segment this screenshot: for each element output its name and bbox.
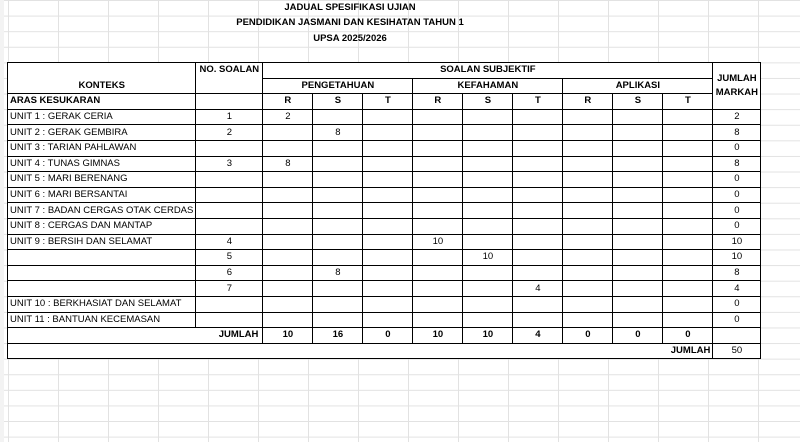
mark-cell[interactable] xyxy=(563,218,613,234)
mark-cell[interactable] xyxy=(313,218,363,234)
mark-cell[interactable] xyxy=(663,296,713,312)
row-header-strip xyxy=(0,0,4,442)
mark-cell[interactable] xyxy=(413,156,463,172)
mark-cell[interactable] xyxy=(463,312,513,328)
mark-cell[interactable] xyxy=(513,218,563,234)
mark-cell[interactable] xyxy=(663,281,713,297)
level-header-7[interactable]: S xyxy=(613,94,663,110)
no-soalan-cell[interactable] xyxy=(196,203,263,219)
total-cell[interactable]: 0 xyxy=(363,328,413,344)
mark-cell[interactable] xyxy=(513,140,563,156)
mark-cell[interactable] xyxy=(463,265,513,281)
mark-cell[interactable] xyxy=(363,234,413,250)
mark-cell[interactable] xyxy=(613,125,663,141)
jumlah-markah-cell[interactable]: 0 xyxy=(713,172,761,188)
mark-cell[interactable] xyxy=(513,109,563,125)
mark-cell[interactable] xyxy=(363,125,413,141)
mark-cell[interactable] xyxy=(463,234,513,250)
grand-total-value[interactable]: 50 xyxy=(713,343,761,359)
level-header-3[interactable]: R xyxy=(413,94,463,110)
table-row xyxy=(8,109,761,125)
mark-cell[interactable] xyxy=(613,172,663,188)
mark-cell[interactable] xyxy=(613,296,663,312)
mark-cell[interactable] xyxy=(463,156,513,172)
mark-cell[interactable] xyxy=(313,187,363,203)
level-header-4[interactable]: S xyxy=(463,94,513,110)
mark-cell[interactable] xyxy=(663,172,713,188)
total-cell[interactable]: 0 xyxy=(563,328,613,344)
table-row xyxy=(8,203,761,219)
table-row xyxy=(8,172,761,188)
jumlah-markah-cell[interactable]: 4 xyxy=(713,281,761,297)
kefahaman-header[interactable]: KEFAHAMAN xyxy=(413,78,563,94)
mark-cell[interactable] xyxy=(513,312,563,328)
unit-cell[interactable]: UNIT 1 : GERAK CERIA xyxy=(8,109,196,125)
mark-cell[interactable] xyxy=(613,140,663,156)
mark-cell[interactable] xyxy=(263,281,313,297)
pengetahuan-header[interactable]: PENGETAHUAN xyxy=(263,78,413,94)
no-soalan-header[interactable]: NO. SOALAN xyxy=(196,63,263,94)
mark-cell[interactable] xyxy=(413,187,463,203)
no-soalan-cell[interactable]: 5 xyxy=(196,250,263,266)
mark-cell[interactable] xyxy=(463,172,513,188)
no-soalan-cell[interactable] xyxy=(196,312,263,328)
jumlah-markah-cell[interactable]: 0 xyxy=(713,218,761,234)
mark-cell[interactable] xyxy=(613,187,663,203)
total-cell[interactable]: 4 xyxy=(513,328,563,344)
mark-cell[interactable] xyxy=(663,187,713,203)
mark-cell[interactable] xyxy=(513,156,563,172)
mark-cell[interactable] xyxy=(663,265,713,281)
totals-row xyxy=(8,328,761,344)
mark-cell[interactable] xyxy=(463,140,513,156)
mark-cell[interactable] xyxy=(363,203,413,219)
mark-cell[interactable] xyxy=(513,203,563,219)
aras-kesukaran-header[interactable]: ARAS KESUKARAN xyxy=(8,94,196,110)
mark-cell[interactable] xyxy=(563,281,613,297)
title-line-1: JADUAL SPESIFIKASI UJIAN xyxy=(284,2,416,13)
total-cell[interactable]: 10 xyxy=(463,328,513,344)
mark-cell[interactable] xyxy=(613,109,663,125)
table-row xyxy=(8,156,761,172)
unit-cell[interactable] xyxy=(8,250,196,266)
unit-cell[interactable]: UNIT 2 : GERAK GEMBIRA xyxy=(8,125,196,141)
unit-cell[interactable]: UNIT 11 : BANTUAN KECEMASAN xyxy=(8,312,196,328)
mark-cell[interactable] xyxy=(313,140,363,156)
title-line-2: PENDIDIKAN JASMANI DAN KESIHATAN TAHUN 1 xyxy=(236,17,464,28)
unit-cell[interactable]: UNIT 3 : TARIAN PAHLAWAN xyxy=(8,140,196,156)
mark-cell[interactable] xyxy=(313,172,363,188)
mark-cell[interactable] xyxy=(563,265,613,281)
mark-cell[interactable] xyxy=(263,125,313,141)
jumlah-markah-cell[interactable]: 2 xyxy=(713,109,761,125)
mark-cell[interactable] xyxy=(363,187,413,203)
mark-cell[interactable] xyxy=(363,296,413,312)
mark-cell[interactable] xyxy=(563,234,613,250)
mark-cell[interactable]: 8 xyxy=(263,156,313,172)
mark-cell[interactable] xyxy=(513,250,563,266)
mark-cell[interactable] xyxy=(263,296,313,312)
no-soalan-cell[interactable]: 3 xyxy=(196,156,263,172)
no-soalan-cell[interactable] xyxy=(196,218,263,234)
unit-cell[interactable]: UNIT 10 : BERKHASIAT DAN SELAMAT xyxy=(8,296,196,312)
mark-cell[interactable] xyxy=(663,140,713,156)
mark-cell[interactable] xyxy=(563,156,613,172)
mark-cell[interactable] xyxy=(413,296,463,312)
mark-cell[interactable] xyxy=(663,234,713,250)
soalan-subjektif-header[interactable]: SOALAN SUBJEKTIF xyxy=(263,63,713,79)
unit-cell[interactable]: UNIT 7 : BADAN CERGAS OTAK CERDAS xyxy=(8,203,196,219)
header-row-3 xyxy=(8,94,761,110)
mark-cell[interactable] xyxy=(313,312,363,328)
mark-cell[interactable] xyxy=(563,125,613,141)
mark-cell[interactable] xyxy=(663,218,713,234)
mark-cell[interactable] xyxy=(613,250,663,266)
no-soalan-cell[interactable] xyxy=(196,296,263,312)
mark-cell[interactable] xyxy=(363,312,413,328)
mark-cell[interactable] xyxy=(663,156,713,172)
level-header-1[interactable]: S xyxy=(313,94,363,110)
header-row-1 xyxy=(8,63,761,79)
mark-cell[interactable]: 8 xyxy=(313,125,363,141)
no-soalan-cell[interactable] xyxy=(196,172,263,188)
table-row xyxy=(8,125,761,141)
mark-cell[interactable]: 10 xyxy=(463,250,513,266)
unit-cell[interactable]: UNIT 5 : MARI BERENANG xyxy=(8,172,196,188)
mark-cell[interactable] xyxy=(263,187,313,203)
mark-cell[interactable] xyxy=(363,156,413,172)
jumlah-markah-line1: JUMLAH xyxy=(717,72,757,84)
total-cell[interactable]: 0 xyxy=(613,328,663,344)
jumlah-markah-cell[interactable]: 0 xyxy=(713,296,761,312)
mark-cell[interactable] xyxy=(663,312,713,328)
mark-cell[interactable]: 4 xyxy=(513,281,563,297)
mark-cell[interactable] xyxy=(363,218,413,234)
total-cell[interactable]: 16 xyxy=(313,328,363,344)
table-row xyxy=(8,234,761,250)
mark-cell[interactable] xyxy=(513,296,563,312)
mark-cell[interactable] xyxy=(313,234,363,250)
mark-cell[interactable] xyxy=(513,265,563,281)
table-row xyxy=(8,312,761,328)
mark-cell[interactable]: 10 xyxy=(413,234,463,250)
no-soalan-cell[interactable]: 1 xyxy=(196,109,263,125)
mark-cell[interactable] xyxy=(413,203,463,219)
level-header-8[interactable]: T xyxy=(663,94,713,110)
no-soalan-cell[interactable] xyxy=(196,187,263,203)
mark-cell[interactable] xyxy=(463,109,513,125)
mark-cell[interactable] xyxy=(313,250,363,266)
table-row xyxy=(8,296,761,312)
mark-cell[interactable] xyxy=(313,109,363,125)
table-row xyxy=(8,218,761,234)
mark-cell[interactable] xyxy=(663,125,713,141)
mark-cell[interactable] xyxy=(663,109,713,125)
mark-cell[interactable] xyxy=(263,203,313,219)
konteks-header[interactable]: KONTEKS xyxy=(8,63,196,94)
mark-cell[interactable] xyxy=(363,281,413,297)
mark-cell[interactable] xyxy=(413,140,463,156)
mark-cell[interactable] xyxy=(413,265,463,281)
mark-cell[interactable] xyxy=(263,250,313,266)
mark-cell[interactable] xyxy=(563,203,613,219)
table-row xyxy=(8,250,761,266)
grand-total-row xyxy=(8,343,761,359)
mark-cell[interactable] xyxy=(363,265,413,281)
mark-cell[interactable] xyxy=(463,281,513,297)
unit-cell[interactable]: UNIT 6 : MARI BERSANTAI xyxy=(8,187,196,203)
mark-cell[interactable] xyxy=(313,156,363,172)
mark-cell[interactable] xyxy=(613,312,663,328)
unit-cell[interactable] xyxy=(8,265,196,281)
no-soalan-cell[interactable] xyxy=(196,140,263,156)
mark-cell[interactable] xyxy=(563,312,613,328)
mark-cell[interactable]: 8 xyxy=(313,265,363,281)
mark-cell[interactable] xyxy=(263,140,313,156)
table-row xyxy=(8,140,761,156)
jumlah-markah-cell[interactable]: 0 xyxy=(713,140,761,156)
mark-cell[interactable] xyxy=(313,281,363,297)
mark-cell[interactable]: 2 xyxy=(263,109,313,125)
title-line-3: UPSA 2025/2026 xyxy=(313,33,387,44)
mark-cell[interactable] xyxy=(463,187,513,203)
unit-cell[interactable]: UNIT 9 : BERSIH DAN SELAMAT xyxy=(8,234,196,250)
mark-cell[interactable] xyxy=(663,203,713,219)
unit-cell[interactable] xyxy=(8,281,196,297)
mark-cell[interactable] xyxy=(313,296,363,312)
mark-cell[interactable] xyxy=(663,250,713,266)
mark-cell[interactable] xyxy=(413,109,463,125)
unit-cell[interactable]: UNIT 4 : TUNAS GIMNAS xyxy=(8,156,196,172)
mark-cell[interactable] xyxy=(363,250,413,266)
mark-cell[interactable] xyxy=(513,234,563,250)
mark-cell[interactable] xyxy=(563,187,613,203)
mark-cell[interactable] xyxy=(263,218,313,234)
jumlah-markah-line2: MARKAH xyxy=(715,86,758,98)
mark-cell[interactable] xyxy=(613,281,663,297)
mark-cell[interactable] xyxy=(563,172,613,188)
total-cell[interactable]: 10 xyxy=(263,328,313,344)
jumlah-markah-cell[interactable]: 10 xyxy=(713,234,761,250)
mark-cell[interactable] xyxy=(263,312,313,328)
mark-cell[interactable] xyxy=(613,218,663,234)
mark-cell[interactable] xyxy=(563,296,613,312)
level-header-5[interactable]: T xyxy=(513,94,563,110)
total-blank-cell[interactable] xyxy=(713,328,761,344)
totals-label[interactable]: JUMLAH xyxy=(8,328,263,344)
jumlah-markah-cell[interactable]: 0 xyxy=(713,203,761,219)
mark-cell[interactable] xyxy=(463,125,513,141)
mark-cell[interactable] xyxy=(413,125,463,141)
aplikasi-header[interactable]: APLIKASI xyxy=(563,78,713,94)
jumlah-markah-cell[interactable]: 0 xyxy=(713,187,761,203)
mark-cell[interactable] xyxy=(363,109,413,125)
mark-cell[interactable] xyxy=(413,312,463,328)
table-row xyxy=(8,265,761,281)
mark-cell[interactable] xyxy=(413,218,463,234)
jumlah-markah-cell[interactable]: 8 xyxy=(713,125,761,141)
level-header-0[interactable]: R xyxy=(263,94,313,110)
jumlah-markah-cell[interactable]: 8 xyxy=(713,156,761,172)
unit-cell[interactable]: UNIT 8 : CERGAS DAN MANTAP xyxy=(8,218,196,234)
no-soalan-cell[interactable]: 7 xyxy=(196,281,263,297)
total-cell[interactable]: 10 xyxy=(413,328,463,344)
table-row xyxy=(8,187,761,203)
no-soalan-cell[interactable]: 2 xyxy=(196,125,263,141)
total-cell[interactable]: 0 xyxy=(663,328,713,344)
mark-cell[interactable] xyxy=(363,140,413,156)
mark-cell[interactable] xyxy=(463,296,513,312)
no-soalan-cell[interactable]: 4 xyxy=(196,234,263,250)
mark-cell[interactable] xyxy=(413,250,463,266)
mark-cell[interactable] xyxy=(613,156,663,172)
grand-total-label[interactable]: JUMLAH xyxy=(8,343,713,359)
jumlah-markah-cell[interactable]: 8 xyxy=(713,265,761,281)
mark-cell[interactable] xyxy=(513,187,563,203)
specification-table xyxy=(7,62,761,359)
mark-cell[interactable] xyxy=(263,172,313,188)
jumlah-markah-cell[interactable]: 10 xyxy=(713,250,761,266)
mark-cell[interactable] xyxy=(613,203,663,219)
mark-cell[interactable] xyxy=(613,265,663,281)
mark-cell[interactable] xyxy=(313,203,363,219)
table-row xyxy=(8,281,761,297)
jumlah-markah-header[interactable] xyxy=(713,63,761,110)
mark-cell[interactable] xyxy=(463,218,513,234)
mark-cell[interactable] xyxy=(613,234,663,250)
no-soalan-cell[interactable]: 6 xyxy=(196,265,263,281)
no-soalan-blank[interactable] xyxy=(196,94,263,110)
mark-cell[interactable] xyxy=(363,172,413,188)
level-header-2[interactable]: T xyxy=(363,94,413,110)
mark-cell[interactable] xyxy=(563,250,613,266)
level-header-6[interactable]: R xyxy=(563,94,613,110)
mark-cell[interactable] xyxy=(563,109,613,125)
mark-cell[interactable] xyxy=(563,140,613,156)
mark-cell[interactable] xyxy=(463,203,513,219)
mark-cell[interactable] xyxy=(513,172,563,188)
jumlah-markah-cell[interactable]: 0 xyxy=(713,312,761,328)
mark-cell[interactable] xyxy=(263,234,313,250)
mark-cell[interactable] xyxy=(513,125,563,141)
mark-cell[interactable] xyxy=(413,281,463,297)
mark-cell[interactable] xyxy=(263,265,313,281)
mark-cell[interactable] xyxy=(413,172,463,188)
